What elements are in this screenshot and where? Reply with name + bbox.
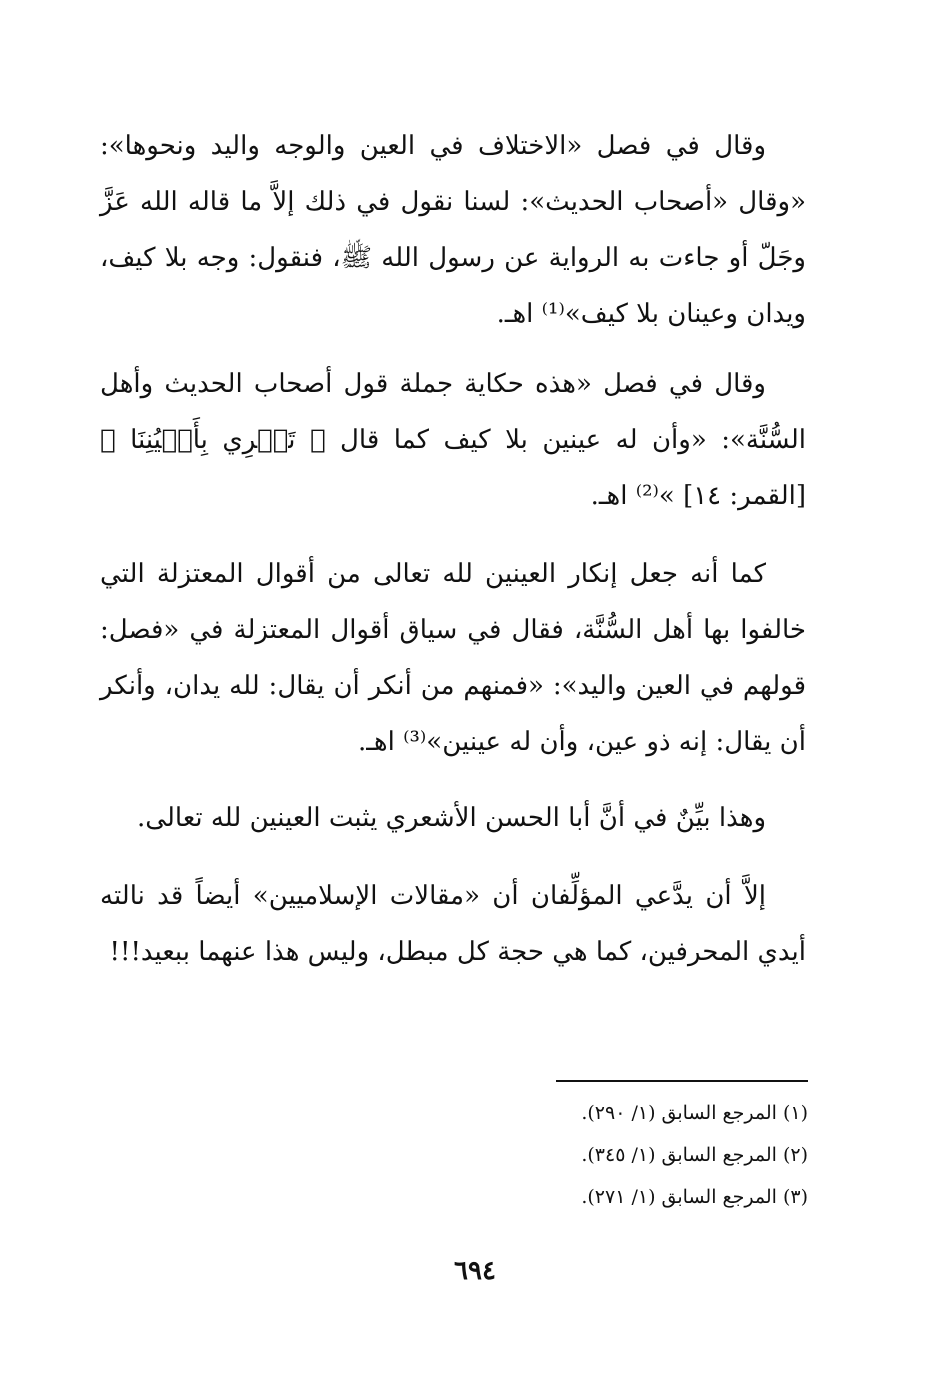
footnotes-list bbox=[360, 1092, 808, 1218]
paragraph: إلاَّ أن يدَّعي المؤلِّفان أن «مقالات الإسلاميين» أيضاً قد نالته أيدي المحرفين، كما هي حجة كل مبطل، وليس هذا عنهما ببعيد!!! bbox=[100, 881, 806, 967]
footnote-divider bbox=[556, 1080, 808, 1082]
paragraph: وقال في فصل «هذه حكاية جملة قول أصحاب الحديث وأهل السُّنَّة»: «وأن له عينين بلا كيف كما قال ﴿ تَجۡرِي بِأَعۡيُنِنَا ﴾ [القمر: ١٤] »⁽²⁾ اهـ. bbox=[100, 369, 806, 511]
page-body bbox=[100, 118, 806, 980]
footnote: (٢) المرجع السابق (١/ ٣٤٥). bbox=[581, 1144, 808, 1166]
paragraph: وقال في فصل «الاختلاف في العين والوجه واليد ونحوها»: «وقال «أصحاب الحديث»: لسنا نقول في ذلك إلاَّ ما قاله الله عَزَّ وجَلّ أو جاءت به الرواية عن رسول الله ﷺ، فنقول: وجه بلا كيف، ويدان وعينان بلا كيف»⁽¹⁾ اهـ. bbox=[100, 131, 806, 329]
footnote: (٣) المرجع السابق (١/ ٢٧١). bbox=[581, 1186, 808, 1208]
footnote: (١) المرجع السابق (١/ ٢٩٠). bbox=[581, 1102, 808, 1124]
page-number: ٦٩٤ bbox=[454, 1256, 496, 1286]
paragraph: كما أنه جعل إنكار العينين لله تعالى من أقوال المعتزلة التي خالفوا بها أهل السُّنَّة، فقال في سياق أقوال المعتزلة في «فصل: قولهم في العين واليد»: «فمنهم من أنكر أن يقال: لله يدان، وأنكر أن يقال: إنه ذو عين، وأن له عينين»⁽³⁾ اهـ. bbox=[100, 559, 806, 757]
paragraph: وهذا بيِّنٌ في أنَّ أبا الحسن الأشعري يثبت العينين لله تعالى. bbox=[137, 803, 766, 833]
